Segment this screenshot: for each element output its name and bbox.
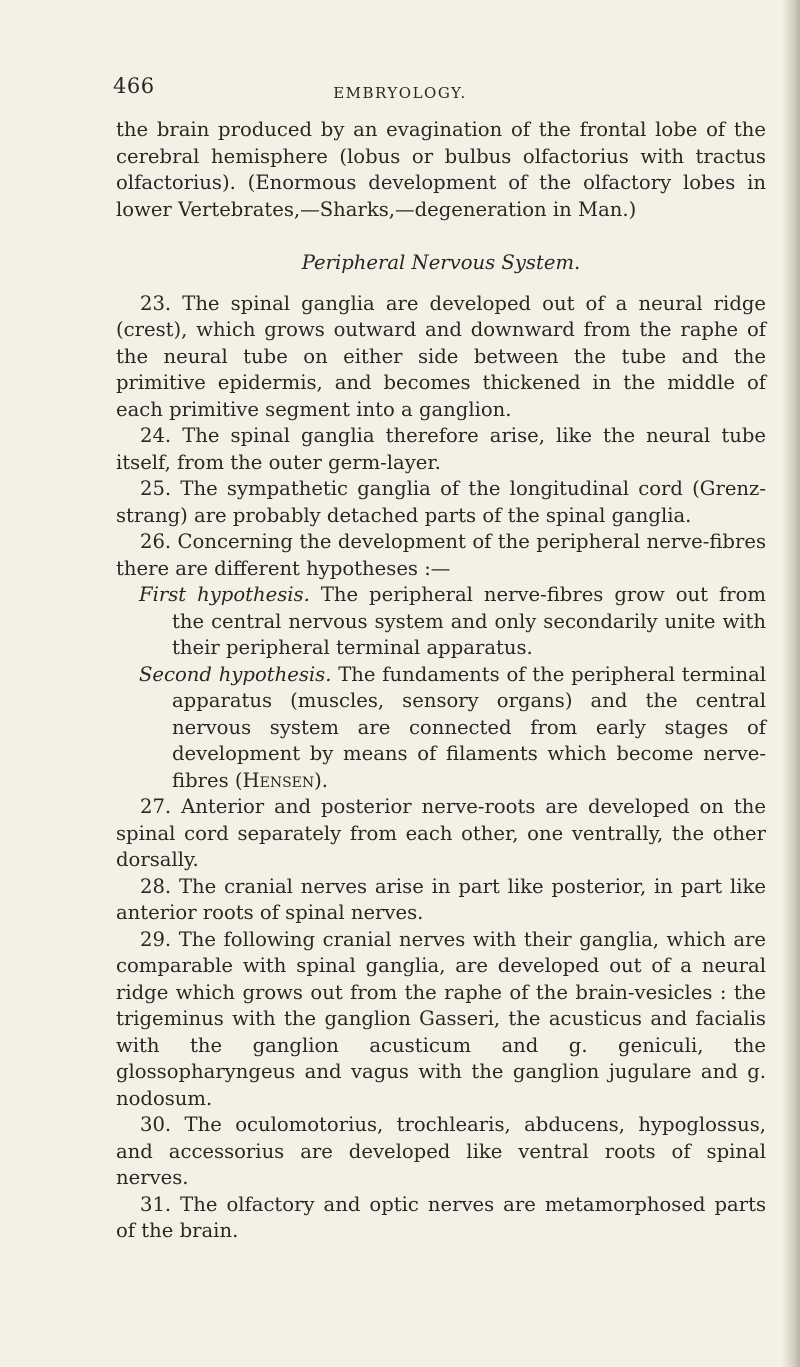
first-hypothesis-label: First hypothesis. [139,583,310,606]
paragraph-31: 31. The olfactory and optic nerves are metamorphosed parts of the brain. [116,1192,766,1242]
first-hypothesis [116,582,766,662]
page-edge-shadow [782,0,800,1367]
second-hypothesis-end: ). [314,768,329,792]
second-hypothesis [116,662,766,795]
page-body [116,117,766,1245]
page-number: 466 [113,74,155,98]
intro-paragraph: the brain produced by an evagination of the frontal lobe of the cerebral hemisphere (lobus or bulbus olfactorius with tractus olfactorius). (Enormous development of the olfactory lobes in lower Vertebrates,—Sharks,—degeneration in Man.) [116,118,766,221]
second-hypothesis-text: The fundaments of the peripheral terminal apparatus (muscles, sensory organs) and the central nervous system are connected from early stages of development by means of filaments which become nerve-fibres ( [172,662,767,792]
paragraph-29: 29. The following cranial nerves with their ganglia, which are comparable with spinal ganglia, are developed out of a neural ridge which grows out from the raphe of the brain-vesicles : the trigeminus with the ganglion Gasseri, the acusticus and facialis with the ganglion acusticum and g. geniculi, the glossopharyngeus and vagus with the ganglion jugulare and g. nodosum. [116,927,766,1110]
running-title: EMBRYOLOGY. [333,84,467,102]
paragraph-24: 24. The spinal ganglia therefore arise, like the neural tube itself, from the outer germ-layer. [116,424,766,474]
paragraph-26: 26. Concerning the development of the peripheral nerve-fibres there are different hypotheses :— [116,530,766,580]
paragraph-28: 28. The cranial nerves arise in part like posterior, in part like anterior roots of spinal nerves. [116,874,766,924]
section-heading: Peripheral Nervous System. [301,251,581,274]
author-name: Hensen [242,768,315,792]
second-hypothesis-label: Second hypothesis. [139,662,332,686]
paragraph-23: 23. The spinal ganglia are developed out of a neural ridge (crest), which grows outward and downward from the raphe of the neural tube on either side between the tube and the primitive epidermis, and becomes thickened in the middle of each primitive segment into a ganglion. [116,291,766,421]
paragraph-25: 25. The sympathetic ganglia of the longitudinal cord (Grenz-strang) are probably detached parts of the spinal ganglia. [116,477,766,527]
paragraph-27: 27. Anterior and posterior nerve-roots are developed on the spinal cord separately from each other, one ventrally, the other dorsally. [116,795,766,871]
paragraph-30: 30. The oculomotorius, trochlearis, abducens, hypoglossus, and accessorius are developed like ventral roots of spinal nerves. [116,1113,766,1189]
first-hypothesis-text: The peripheral nerve-fibres grow out from the central nervous system and only secondarily unite with their peripheral terminal apparatus. [172,583,766,659]
